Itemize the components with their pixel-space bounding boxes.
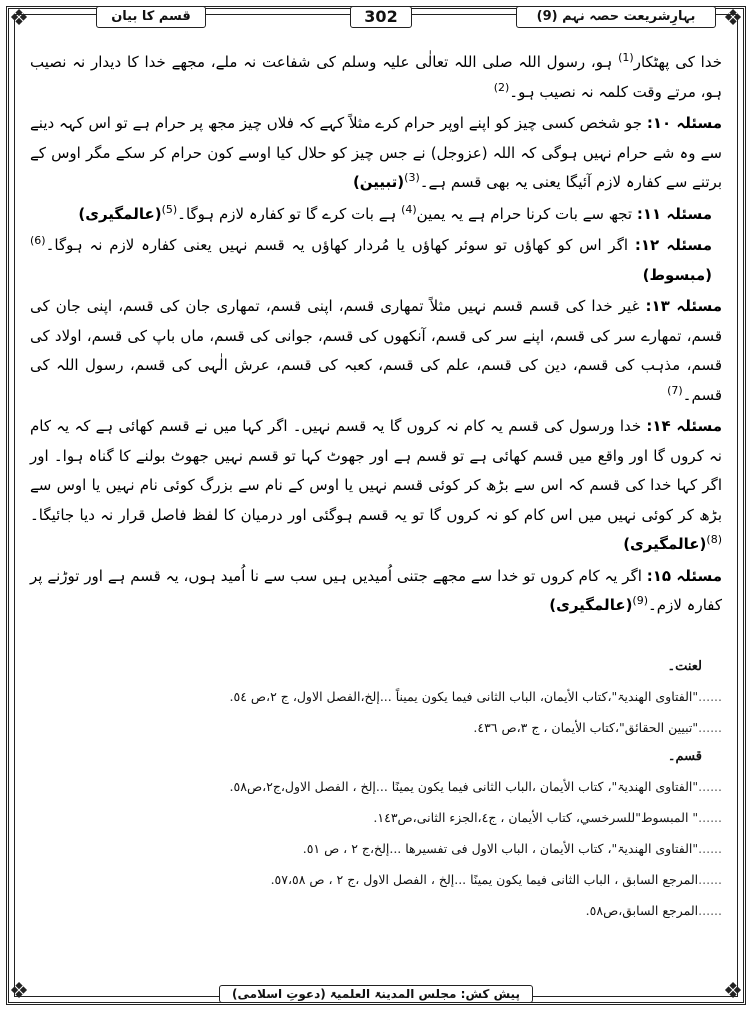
footnote-heading: لعنت۔ bbox=[667, 659, 702, 674]
footnote: ......المرجع السابق ، الباب الثانی فیما یکون یمینًا ...إلخ ، الفصل الاول ،ج ۲ ، ص ٥٧،٥٨. bbox=[270, 872, 722, 887]
main-text bbox=[30, 48, 722, 623]
footnote-heading: قسم۔ bbox=[667, 749, 702, 764]
masala-label: مسئلہ ۱۲: bbox=[634, 236, 712, 254]
masala-12: مسئلہ ۱۲: اگر اس کو کھاؤں تو سوئر کھاؤں یا مُردار کھاؤں یہ قسم نہیں یعنی کفارہ لازم نہ ہوگا۔$^{(6)}$(مبسوط) bbox=[30, 234, 712, 284]
footnote: ......"الفتاوی الھندیۃ"،کتاب الأیمان، الباب الثانی فیما یکون یمیناً ...إلخ،الفصل الاول، ج ۲،ص ٥٤. bbox=[229, 689, 722, 704]
masala-10: مسئلہ ۱۰: جو شخص کسی چیز کو اپنے اوپر حرام کرے مثلاً کہے کہ فلاں چیز مجھ پر حرام ہے تو اس کہہ دینے سے وہ شے حرام نہیں ہوگی کہ اللہ (عزوجل) نے جس چیز کو حلال کیا اوسے کون حرام کر سکے مگر اوس کے برتنے سے کفارہ لازم آئیگا یعنی یہ بھی قسم ہے۔$^{(3)}$(تبیین) bbox=[30, 114, 722, 191]
masala-label: مسئلہ ۱۰: bbox=[646, 114, 722, 132]
footnote: ......"الفتاوی الھندیۃ"، کتاب الأیمان ، الباب الاول فی تفسیرھا ...إلخ،ج ۲ ، ص ٥١. bbox=[302, 841, 722, 856]
corner-ornament-icon: ❖ bbox=[723, 979, 743, 1004]
masala-label: مسئلہ ۱۱: bbox=[636, 204, 712, 223]
footnote: ......"تبیین الحقائق"،کتاب الأیمان ، ج ۳،ص ٤٣٦. bbox=[473, 720, 722, 735]
masala-label: مسئلہ ۱۴: bbox=[646, 417, 723, 435]
footnote: ......المرجع السابق،ص٥٨. bbox=[585, 903, 722, 918]
masala-14: مسئلہ ۱۴: خدا ورسول کی قسم یہ کام نہ کروں گا یہ قسم نہیں۔ اگر کہا میں نے قسم کھائی ہے کہ یہ کام نہ کروں گا اور واقع میں قسم کھائی ہے تو قسم ہے اور جھوٹ کہا تو قسم نہیں جھوٹ بولنے کا گناہ ہوا۔ اور اگر کہا خدا کی قسم کہ اس سے بڑھ کر کوئی قسم نہیں یا اوس کے نام سے بزرگ کوئی نام نہیں یا اوس سے بڑھ کر کوئی نہیں میں اس کام کو نہ کروں گا تو یہ قسم ہوگئی اور درمیان کا لفظ فاصل قرار نہ دیا جائیگا۔$^{(8)}$(عالمگیری) bbox=[30, 417, 723, 553]
footnote: ......" المبسوط"للسرخسي، کتاب الأیمان ، ج٤،الجزء الثانی،ص١٤٣. bbox=[373, 810, 722, 825]
masala-13: مسئلہ ۱۳: غیر خدا کی قسم قسم نہیں مثلاً تمھاری قسم، اپنی قسم، تمھاری جان کی قسم، اپنی جان کی قسم، تمھارے سر کی قسم، اپنے سر کی قسم، آنکھوں کی قسم، جوانی کی قسم، ماں باپ کی قسم، اولاد کی قسم، مذہب کی قسم، دین کی قسم، علم کی قسم، کعبہ کی قسم، عرش الٰہی کی قسم، رسول اللہ کی قسم۔$^{(7)}$ bbox=[30, 297, 722, 404]
page-header bbox=[36, 6, 716, 30]
corner-ornament-icon: ❖ bbox=[9, 6, 29, 31]
book-title: بہارِشریعت حصہ نہم (9) bbox=[516, 6, 716, 28]
page-footer bbox=[0, 983, 752, 1003]
footnote: ......"الفتاوی الھندیۃ"، کتاب الأیمان ،الباب الثانی فیما یکون یمینًا ...إلخ ، الفصل الاول،ج۲،ص٥٨. bbox=[229, 779, 722, 794]
masala-11: مسئلہ ۱۱: تجھ سے بات کرنا حرام ہے یہ یمین$^{(4)}$ ہے بات کرے گا تو کفارہ لازم ہوگا۔$^{(5)}$(عالمگیری) bbox=[78, 202, 712, 223]
page-number: 302 bbox=[350, 6, 412, 28]
citation: (تبیین) bbox=[352, 173, 405, 191]
citation: (عالمگیری) bbox=[623, 535, 707, 553]
chapter-title: قسم کا بیان bbox=[96, 6, 206, 28]
publisher-credit: پیش کش: مجلس المدینۃ العلمیۃ (دعوتِ اسلامی) bbox=[219, 985, 533, 1003]
paragraph: خدا کی پھٹکار$^{(1)}$ ہو، رسول اللہ صلی اللہ تعالٰی علیہ وسلم کی شفاعت نہ ملے، مجھے خدا کا دیدار نہ نصیب ہو، مرتے وقت کلمہ نہ نصیب ہو۔$^{(2)}$ bbox=[30, 51, 722, 101]
masala-label: مسئلہ ۱۵: bbox=[646, 566, 722, 585]
citation: (عالمگیری) bbox=[549, 596, 633, 614]
corner-ornament-icon: ❖ bbox=[9, 979, 29, 1004]
footnotes bbox=[30, 653, 722, 926]
masala-label: مسئلہ ۱۳: bbox=[645, 297, 722, 315]
citation: (مبسوط) bbox=[642, 265, 712, 284]
citation: (عالمگیری) bbox=[78, 204, 162, 223]
masala-15: مسئلہ ۱۵: اگر یہ کام کروں تو خدا سے مجھے جتنی اُمیدیں ہیں سب سے نا اُمید ہوں، یہ قسم ہے اور توڑنے پر کفارہ لازم۔$^{(9)}$(عالمگیری) bbox=[30, 566, 722, 614]
corner-ornament-icon: ❖ bbox=[723, 6, 743, 31]
